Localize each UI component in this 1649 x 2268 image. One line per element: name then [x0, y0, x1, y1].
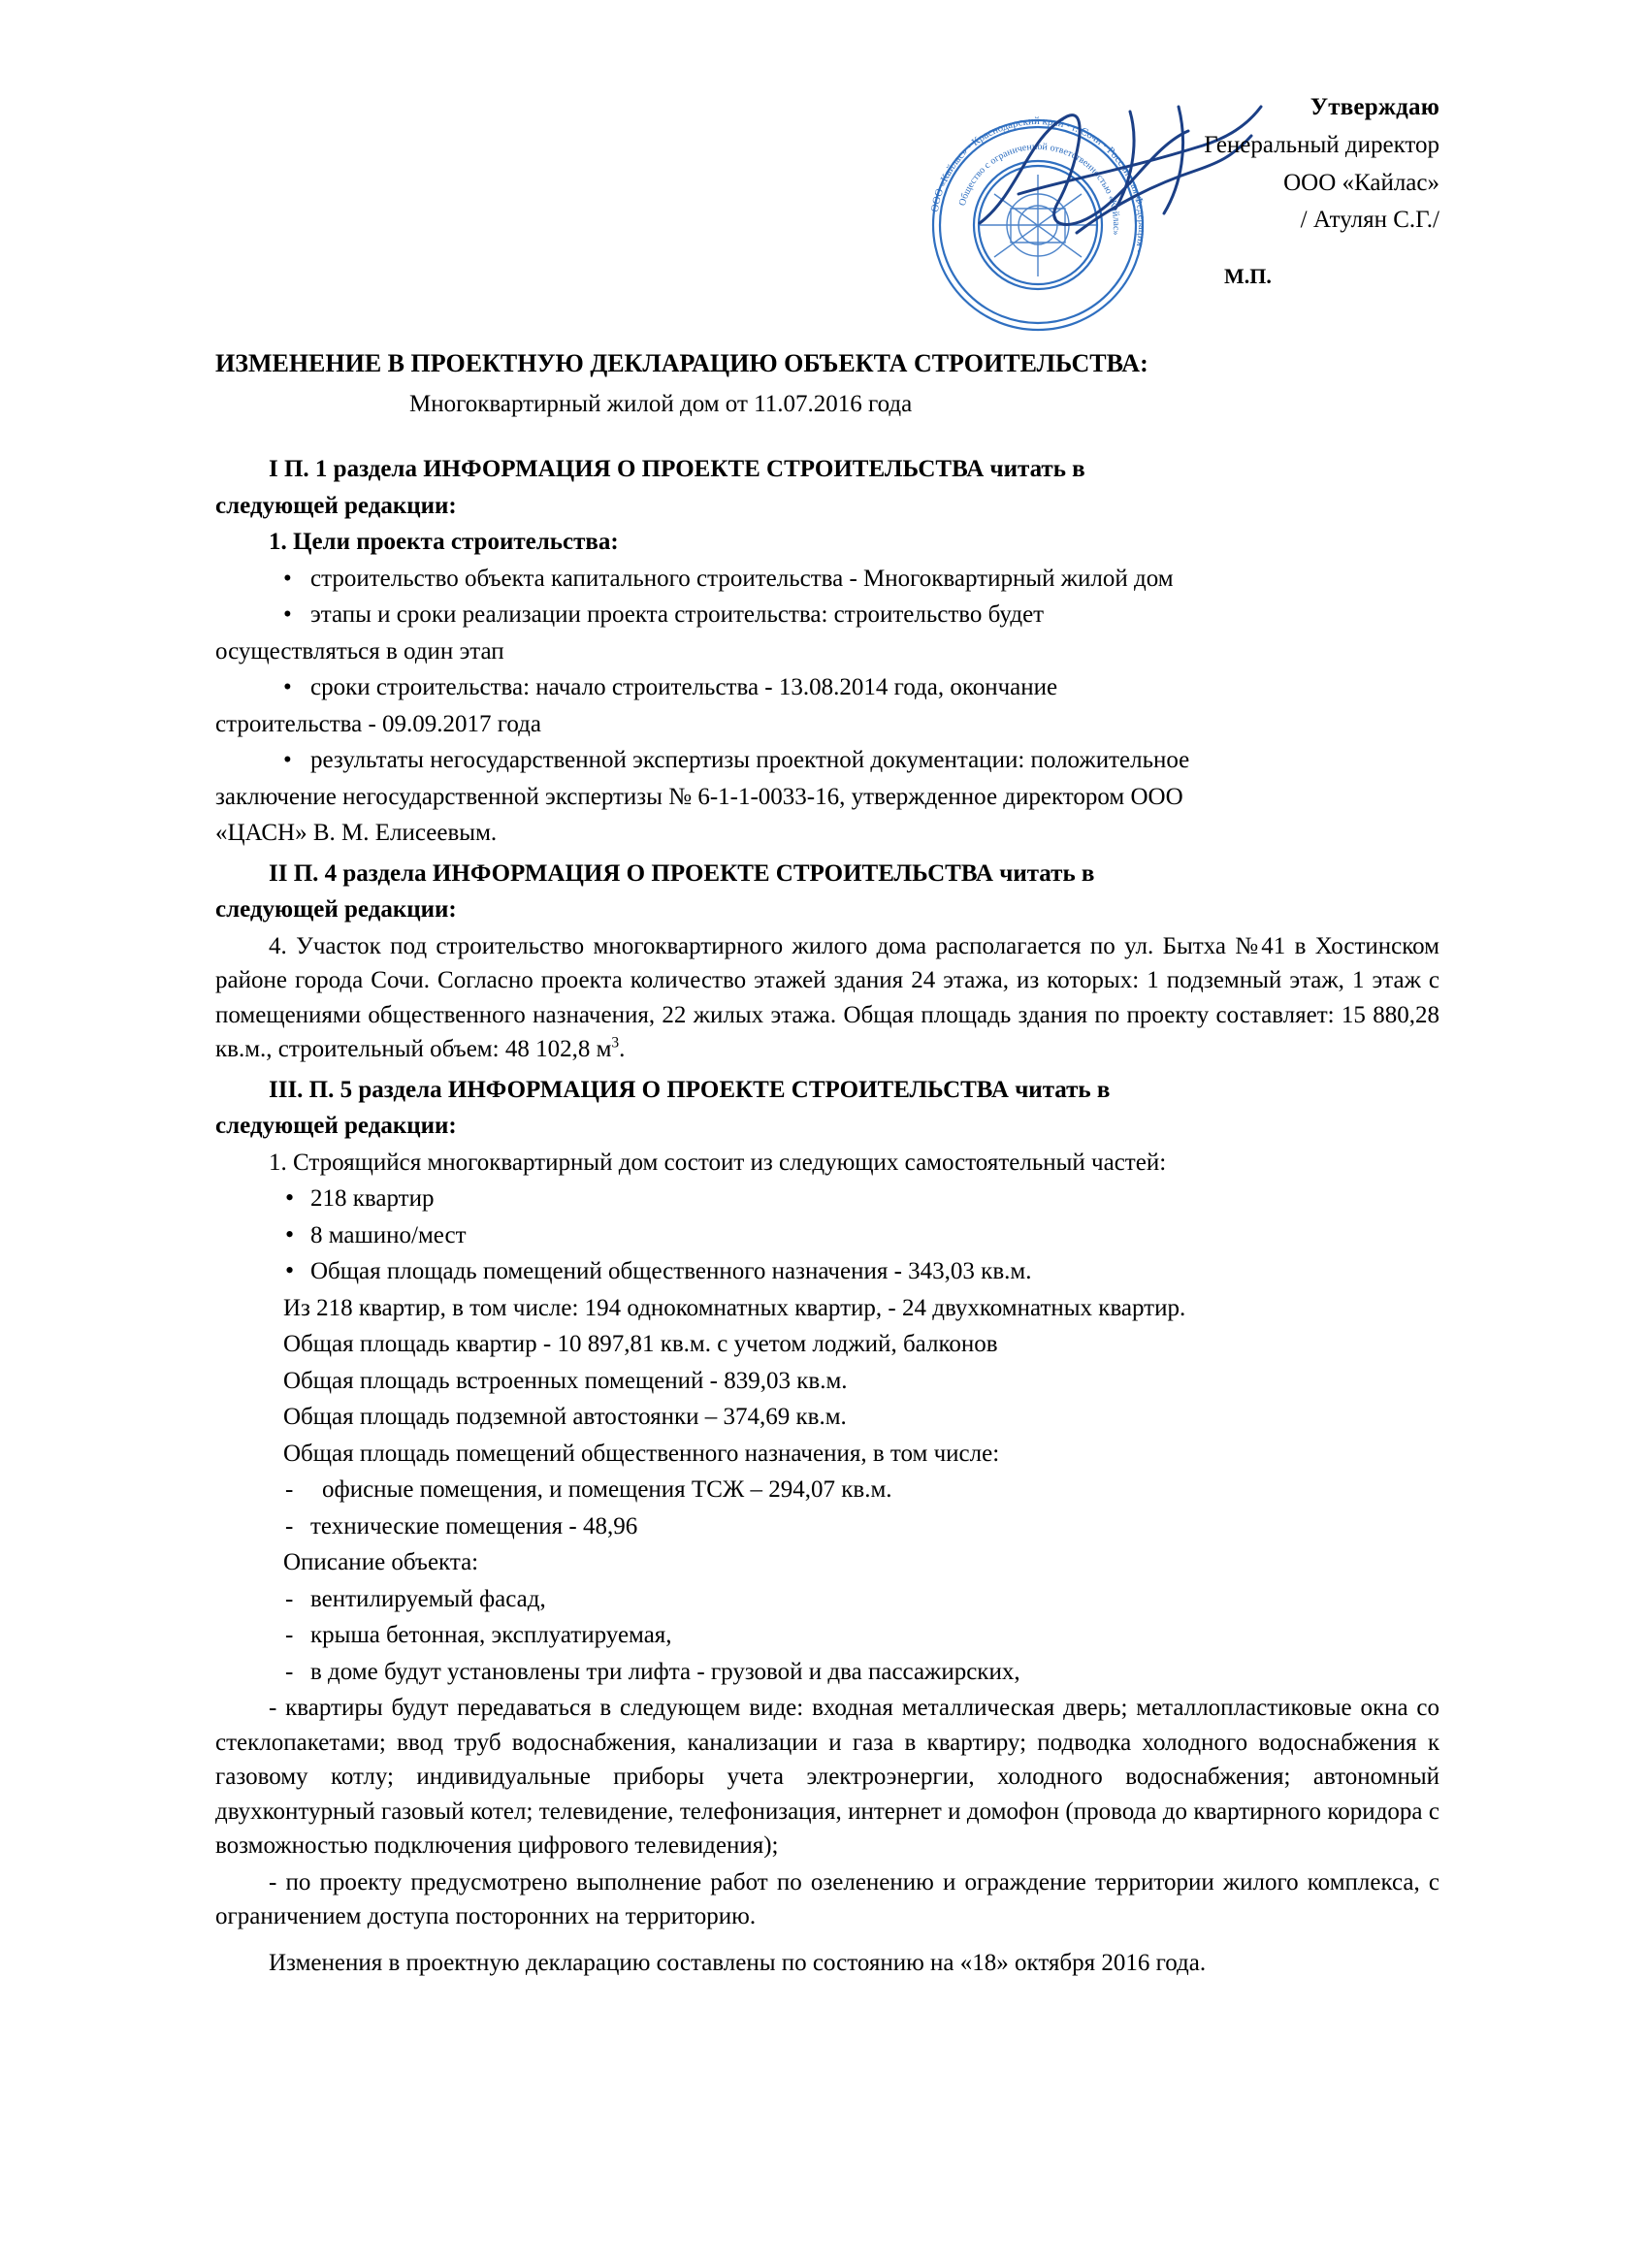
- section-3-heading-line2: следующей редакции:: [215, 1113, 457, 1140]
- section-3-paragraph-landscaping: - по проекту предусмотрено выполнение работ по озеленению и ограждение территории жилого комплекса, с ограничением доступа посторонних на территорию.: [215, 1868, 1439, 1930]
- section-1-bullet-4-cont-1: заключение негосударственной экспертизы № 6-1-1-0033-16, утвержденное директором ООО: [215, 783, 1183, 810]
- section-3-bullet-2: • 8 машино/мест: [215, 1218, 1439, 1253]
- section-3-heading-line1: III. П. 5 раздела ИНФОРМАЦИЯ О ПРОЕКТЕ СТРОИТЕЛЬСТВА читать в: [269, 1076, 1111, 1103]
- section-3-line-1: Из 218 квартир, в том числе: 194 однокомнатных квартир, - 24 двухкомнатных квартир.: [283, 1294, 1186, 1321]
- section-2-body-tail: .: [619, 1036, 626, 1063]
- document-title: ИЗМЕНЕНИЕ В ПРОЕКТНУЮ ДЕКЛАРАЦИЮ ОБЪЕКТА СТРОИТЕЛЬСТВА:: [215, 349, 1148, 377]
- section-2-body-text: 4. Участок под строительство многоквартирного жилого дома располагается по ул. Бытха №41 в Хостинском районе города Сочи. Согласно проекта количество этажей здания 24 этажа, из которых: 1 подземный этаж, 1 этаж с помещениями общественного назначения, 22 жилых этажа. Общая площадь здания по проекту составляет: 15 880,28 кв.м., строительный объем: 48 102,8 м: [215, 932, 1439, 1063]
- approval-signer: / Атулян С.Г./: [1300, 207, 1439, 234]
- section-1-bullet-2: • этапы и сроки реализации проекта строительства: строительство будет: [215, 598, 1439, 632]
- section-1-bullet-2-cont: осуществляться в один этап: [215, 637, 504, 664]
- section-1-bullet-3-cont: строительства - 09.09.2017 года: [215, 710, 541, 737]
- seal-place-label: М.П.: [1224, 264, 1272, 288]
- section-3-line-6: Описание объекта:: [283, 1549, 479, 1576]
- section-1-bullet-4: • результаты негосударственной экспертизы проектной документации: положительное: [215, 743, 1439, 778]
- section-1-bullet-1: • строительство объекта капитального строительства - Многоквартирный жилой дом: [215, 562, 1439, 597]
- section-2-heading-line1: II П. 4 раздела ИНФОРМАЦИЯ О ПРОЕКТЕ СТРОИТЕЛЬСТВА читать в: [269, 859, 1095, 887]
- section-1-heading-line1: I П. 1 раздела ИНФОРМАЦИЯ О ПРОЕКТЕ СТРОИТЕЛЬСТВА читать в: [269, 456, 1085, 483]
- section-3-paragraph-apartments: - квартиры будут передаваться в следующем виде: входная металлическая дверь; металлопластиковые окна со стеклопакетами; ввод труб водоснабжения, канализации и газа в квартиру; подводка холодного водоснабжения к газовому котлу; индивидуальные приборы учета электроэнергии, холодного водоснабжения; автономный двухконтурный газовый котел; телевидение, телефонизация, интернет и домофон (провода до квартирного коридора с возможностью подключения цифрового телевидения);: [215, 1695, 1439, 1860]
- section-2-body: [215, 929, 1439, 1067]
- section-3-line-5: Общая площадь помещений общественного назначения, в том числе:: [283, 1440, 1000, 1467]
- approval-company: ООО «Кайлас»: [1283, 169, 1439, 196]
- section-3-bullet-1: • 218 квартир: [215, 1182, 1439, 1216]
- section-3-item-1: 1. Строящийся многоквартирный дом состоит из следующих самостоятельный частей:: [269, 1149, 1167, 1176]
- document-subtitle: Многоквартирный жилой дом от 11.07.2016 года: [409, 391, 913, 418]
- section-3-dash-2: - технические помещения - 48,96: [215, 1509, 1439, 1544]
- section-1-item-1: 1. Цели проекта строительства:: [269, 529, 619, 556]
- section-3-dash-5: - в доме будут установлены три лифта - грузовой и два пассажирских,: [215, 1655, 1439, 1690]
- section-1-bullet-4-cont-2: «ЦАСН» В. М. Елисеевым.: [215, 820, 498, 847]
- section-3-line-3: Общая площадь встроенных помещений - 839,03 кв.м.: [283, 1367, 848, 1394]
- approval-title: Утверждаю: [1310, 94, 1439, 120]
- svg-text:ООО «Кайлас» • Краснодарский к: ООО «Кайлас» • Краснодарский край • г. Сочи • Российская Федерация •: [928, 116, 1148, 255]
- section-3-bullet-3: • Общая площадь помещений общественного назначения - 343,03 кв.м.: [215, 1254, 1439, 1289]
- section-3-line-4: Общая площадь подземной автостоянки – 374,69 кв.м.: [283, 1404, 847, 1431]
- section-1-bullet-3: • сроки строительства: начало строительства - 13.08.2014 года, окончание: [215, 670, 1439, 705]
- approval-block: [215, 89, 1439, 240]
- section-3-line-2: Общая площадь квартир - 10 897,81 кв.м. с учетом лоджий, балконов: [283, 1331, 998, 1358]
- document-body: [215, 452, 1439, 1980]
- section-3-dash-3: - вентилируемый фасад,: [215, 1582, 1439, 1617]
- section-3-dash-1: - офисные помещения, и помещения ТСЖ – 294,07 кв.м.: [215, 1473, 1439, 1507]
- closing-statement: Изменения в проектную декларацию составлены по состоянию на «18» октября 2016 года.: [269, 1949, 1207, 1976]
- section-1-heading-line2: следующей редакции:: [215, 492, 457, 519]
- svg-text:Общество с ограниченной ответс: Общество с ограниченной ответственностью «Кайлас»: [956, 141, 1122, 237]
- section-3-dash-4: - крыша бетонная, эксплуатируемая,: [215, 1618, 1439, 1653]
- approval-position: Генеральный директор: [1204, 131, 1439, 158]
- section-2-heading-line2: следующей редакции:: [215, 896, 457, 923]
- section-2-body-superscript: 3: [611, 1035, 620, 1053]
